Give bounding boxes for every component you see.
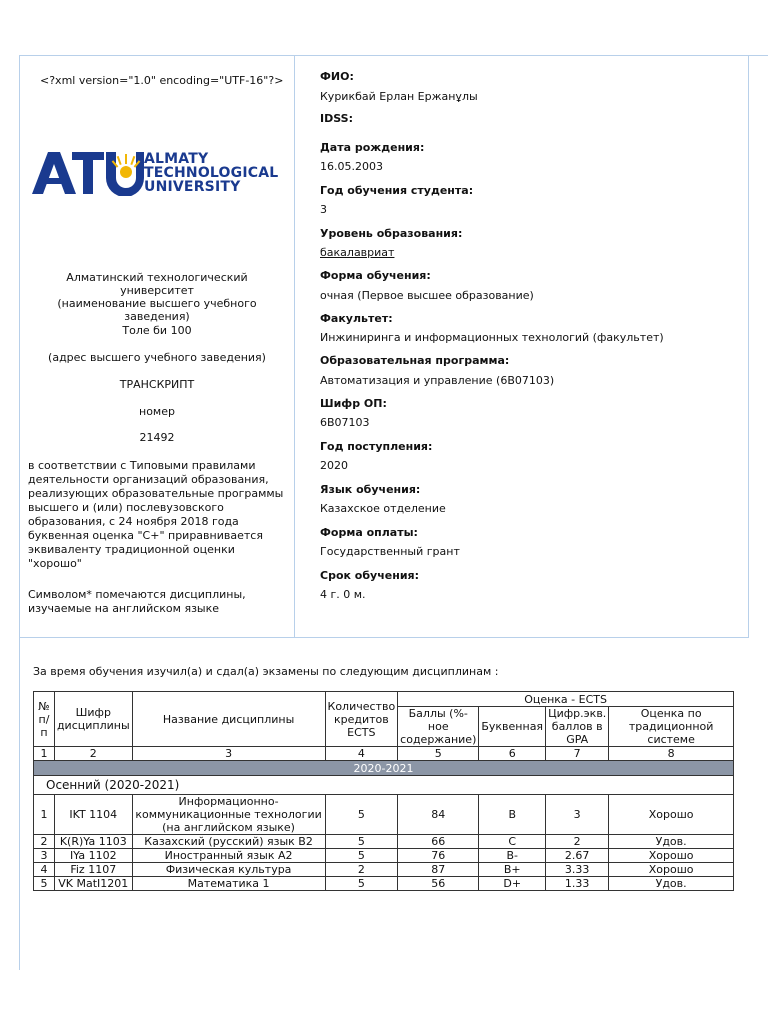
points: 84 [398, 795, 479, 835]
symbol-note: Символом* помечаются дисциплины, изучаемые на английском языке [28, 588, 246, 615]
program-code-label: Шифр ОП: [320, 397, 387, 410]
academic-year-row [34, 761, 734, 776]
points: 56 [398, 877, 479, 891]
payment-label: Форма оплаты: [320, 526, 418, 539]
points: 76 [398, 849, 479, 863]
discipline-name: Иностранный язык А2 [132, 849, 325, 863]
rules-note: в соответствии с Типовыми правилами деятельности организаций образования, реализующих образовательные программы высшего и (или) послевузовского образования, с 24 ноября 2018 года буквенная оценка "С+" приравнивается эквиваленту традиционной оценки "хорошо" [28, 459, 284, 570]
birth-label: Дата рождения: [320, 141, 425, 154]
row-number: 2 [34, 835, 55, 849]
ects-group-header: Оценка - ECTS [398, 692, 734, 707]
discipline-code: IKT 1104 [54, 795, 132, 835]
discipline-code: K(R)Ya 1103 [54, 835, 132, 849]
logo-line-3: UNIVERSITY [144, 179, 241, 195]
level-label: Уровень образования: [320, 227, 463, 240]
col-gpa-header: Цифр.экв. баллов в GPA [546, 707, 609, 747]
letter-grade: D+ [479, 877, 546, 891]
table-row [34, 835, 734, 849]
col-credits-header: Количество кредитов ECTS [325, 692, 398, 747]
university-name: Алматинский технологический университет [66, 271, 248, 297]
discipline-code: VK MatI1201 [54, 877, 132, 891]
row-number: 3 [34, 849, 55, 863]
study-year-label: Год обучения студента: [320, 184, 474, 197]
study-form-value: очная (Первое высшее образование) [320, 289, 534, 302]
table-row [34, 849, 734, 863]
study-form-label: Форма обучения: [320, 269, 431, 282]
table-row [34, 863, 734, 877]
column-number: 1 [34, 747, 55, 761]
column-number: 2 [54, 747, 132, 761]
atu-logo-mark-icon [32, 150, 144, 196]
credits: 2 [325, 863, 398, 877]
academic-year: 2020-2021 [34, 761, 734, 776]
traditional-grade: Удов. [609, 835, 734, 849]
col-traditional-header: Оценка по традиционной системе [609, 707, 734, 747]
payment-value: Государственный грант [320, 545, 460, 558]
study-year-value: 3 [320, 203, 327, 216]
discipline-code: Fiz 1107 [54, 863, 132, 877]
address: Толе би 100 [122, 324, 192, 337]
traditional-grade: Хорошо [609, 863, 734, 877]
column-number: 8 [609, 747, 734, 761]
duration-label: Срок обучения: [320, 569, 419, 582]
logo-text [144, 152, 278, 194]
letter-grade: B [479, 795, 546, 835]
program-value: Автоматизация и управление (6В07103) [320, 374, 555, 387]
semester-title: Осенний (2020-2021) [34, 776, 734, 795]
table-header-row [34, 692, 734, 707]
fio-label: ФИО: [320, 70, 354, 83]
credits: 5 [325, 795, 398, 835]
program-code-value: 6В07103 [320, 416, 370, 429]
language-label: Язык обучения: [320, 483, 421, 496]
discipline-name: Казахский (русский) язык В2 [132, 835, 325, 849]
fio-value: Курикбай Ерлан Ержанұлы [320, 90, 478, 103]
letter-grade: C [479, 835, 546, 849]
credits: 5 [325, 835, 398, 849]
admission-label: Год поступления: [320, 440, 433, 453]
col-code-header: Шифр дисциплины [54, 692, 132, 747]
column-number: 7 [546, 747, 609, 761]
points: 87 [398, 863, 479, 877]
col-num-header: № п/п [34, 692, 55, 747]
logo-line-1: ALMATY [144, 151, 209, 167]
gpa-value: 2 [546, 835, 609, 849]
row-number: 4 [34, 863, 55, 877]
discipline-name: Математика 1 [132, 877, 325, 891]
traditional-grade: Удов. [609, 877, 734, 891]
column-divider [294, 55, 295, 638]
university-caption: (наименование высшего учебного заведения) [57, 297, 257, 323]
language-value: Казахское отделение [320, 502, 446, 515]
column-number: 4 [325, 747, 398, 761]
column-number-row [34, 747, 734, 761]
gpa-value: 1.33 [546, 877, 609, 891]
admission-value: 2020 [320, 459, 348, 472]
discipline-name: Физическая культура [132, 863, 325, 877]
number-label: номер [139, 405, 175, 418]
gpa-value: 3 [546, 795, 609, 835]
table-row [34, 877, 734, 891]
address-caption: (адрес высшего учебного заведения) [48, 351, 266, 364]
doc-type: ТРАНСКРИПТ [119, 378, 195, 391]
column-number: 6 [479, 747, 546, 761]
transcript-number: 21492 [139, 431, 175, 444]
letter-grade: B- [479, 849, 546, 863]
col-name-header: Название дисциплины [132, 692, 325, 747]
level-value: бакалавриат [320, 246, 395, 259]
idss-label: IDSS: [320, 112, 353, 125]
points: 66 [398, 835, 479, 849]
semester-row [34, 776, 734, 795]
row-number: 5 [34, 877, 55, 891]
xml-declaration: <?xml version="1.0" encoding="UTF-16"?> [40, 74, 284, 87]
traditional-grade: Хорошо [609, 795, 734, 835]
discipline-name: Информационно-коммуникационные технологии (на английском языке) [132, 795, 325, 835]
credits: 5 [325, 877, 398, 891]
gpa-value: 3.33 [546, 863, 609, 877]
right-border [748, 55, 749, 638]
birth-value: 16.05.2003 [320, 160, 383, 173]
discipline-code: IYa 1102 [54, 849, 132, 863]
traditional-grade: Хорошо [609, 849, 734, 863]
column-number: 5 [398, 747, 479, 761]
letter-grade: B+ [479, 863, 546, 877]
grades-table [33, 691, 734, 891]
logo-line-2: TECHNOLOGICAL [144, 165, 279, 181]
faculty-label: Факультет: [320, 312, 393, 325]
col-letter-header: Буквенная [479, 707, 546, 747]
col-points-header: Баллы (%-ное содержание) [398, 707, 479, 747]
faculty-value: Инжиниринга и информационных технологий (факультет) [320, 331, 664, 344]
table-row [34, 795, 734, 835]
university-logo [32, 150, 284, 196]
gpa-value: 2.67 [546, 849, 609, 863]
column-number: 3 [132, 747, 325, 761]
transcript-intro: За время обучения изучил(а) и сдал(а) экзамены по следующим дисциплинам : [33, 665, 499, 678]
row-number: 1 [34, 795, 55, 835]
credits: 5 [325, 849, 398, 863]
program-label: Образовательная программа: [320, 354, 510, 367]
duration-value: 4 г. 0 м. [320, 588, 366, 601]
